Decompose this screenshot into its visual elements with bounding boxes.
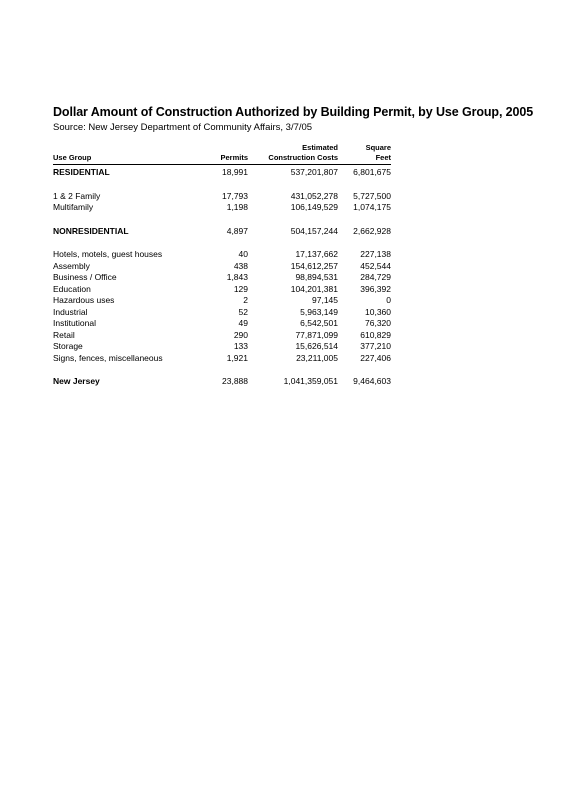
row-construction-costs: 106,149,529 — [290, 202, 338, 212]
header-top-cell: Estimated — [302, 143, 338, 152]
row-construction-costs: 537,201,807 — [290, 167, 338, 177]
row-square-feet: 10,360 — [365, 306, 391, 317]
table-row — [53, 318, 391, 330]
row-construction-costs: 15,626,514 — [295, 341, 338, 351]
table-spacer-row — [53, 179, 391, 191]
construction-table — [53, 143, 391, 388]
row-permits: 52 — [238, 306, 248, 317]
spacer-cell — [53, 364, 391, 376]
row-construction-costs: 1,041,359,051 — [283, 376, 338, 386]
row-construction-costs: 97,145 — [312, 295, 338, 305]
table-row — [53, 341, 391, 353]
row-square-feet: 377,210 — [360, 341, 391, 351]
table-row — [53, 330, 391, 342]
row-label: Assembly — [53, 260, 90, 271]
row-permits: 1,921 — [226, 352, 248, 363]
row-label: Education — [53, 283, 91, 294]
row-square-feet: 452,544 — [360, 260, 391, 271]
row-square-feet: 227,138 — [360, 249, 391, 259]
table-body — [53, 165, 391, 388]
row-square-feet: 5,727,500 — [353, 190, 391, 201]
document-title: Dollar Amount of Construction Authorized by Building Permit, by Use Group, 2005 — [53, 105, 534, 119]
row-permits: 290 — [233, 329, 248, 340]
row-label: Signs, fences, miscellaneous — [53, 352, 163, 363]
spacer-cell — [53, 214, 391, 226]
header-top-cell — [193, 143, 248, 153]
row-square-feet: 1,074,175 — [353, 202, 391, 212]
row-label: NONRESIDENTIAL — [53, 225, 129, 236]
row-permits: 40 — [238, 249, 248, 259]
row-label: Institutional — [53, 318, 96, 328]
table-row — [53, 261, 391, 273]
row-permits: 18,991 — [222, 167, 248, 177]
row-square-feet: 2,662,928 — [353, 225, 391, 236]
table-row — [53, 202, 391, 214]
row-square-feet: 396,392 — [360, 283, 391, 294]
row-label: Hotels, motels, guest houses — [53, 249, 163, 259]
row-permits: 49 — [238, 318, 248, 328]
row-permits: 4,897 — [226, 225, 248, 236]
row-construction-costs: 23,211,005 — [296, 352, 338, 363]
row-square-feet: 610,829 — [360, 329, 391, 340]
header-top-cell: Square — [365, 143, 391, 152]
column-header-square-feet: Feet — [338, 153, 391, 165]
row-label: 1 & 2 Family — [53, 190, 101, 201]
document-source: Source: New Jersey Department of Community Affairs, 3/7/05 — [53, 122, 313, 133]
row-square-feet: 0 — [386, 295, 391, 305]
header-top-cell — [53, 143, 193, 153]
row-construction-costs: 6,542,501 — [300, 318, 338, 328]
row-permits: 17,793 — [222, 190, 248, 201]
row-label: Multifamily — [53, 202, 94, 212]
table-spacer-row — [53, 237, 391, 249]
table-row — [53, 295, 391, 307]
row-construction-costs: 98,894,531 — [295, 272, 338, 282]
row-permits: 133 — [233, 341, 248, 351]
row-construction-costs: 504,157,244 — [290, 225, 338, 236]
table-row — [53, 191, 391, 203]
row-label: New Jersey — [53, 376, 100, 386]
row-label: Hazardous uses — [53, 295, 115, 305]
table-header-top-row — [53, 143, 391, 153]
row-permits: 2 — [243, 295, 248, 305]
row-permits: 1,198 — [226, 202, 248, 212]
column-header-permits: Permits — [193, 153, 248, 165]
row-label: Business / Office — [53, 272, 117, 282]
row-label: Storage — [53, 341, 83, 351]
table-row — [53, 272, 391, 284]
row-construction-costs: 154,612,257 — [290, 260, 338, 271]
spacer-cell — [53, 237, 391, 249]
spacer-cell — [53, 179, 391, 191]
table-header-row — [53, 153, 391, 165]
row-construction-costs: 431,052,278 — [290, 190, 338, 201]
table-group-row — [53, 226, 391, 238]
row-construction-costs: 5,963,149 — [300, 306, 338, 317]
row-construction-costs: 77,871,099 — [295, 329, 338, 340]
table-total-row — [53, 376, 391, 388]
table-spacer-row — [53, 364, 391, 376]
table-row — [53, 284, 391, 296]
row-square-feet: 227,406 — [360, 352, 391, 363]
table-group-row — [53, 165, 391, 179]
row-label: Industrial — [53, 306, 88, 317]
row-permits: 129 — [233, 283, 248, 294]
table-spacer-row — [53, 214, 391, 226]
row-label: Retail — [53, 329, 75, 340]
row-square-feet: 284,729 — [360, 272, 391, 282]
row-construction-costs: 104,201,381 — [290, 283, 338, 294]
row-label: RESIDENTIAL — [53, 167, 110, 177]
table-row — [53, 353, 391, 365]
row-construction-costs: 17,137,662 — [295, 249, 338, 259]
row-square-feet: 6,801,675 — [353, 167, 391, 177]
column-header-construction-costs: Construction Costs — [248, 153, 338, 165]
table-row — [53, 307, 391, 319]
table-row — [53, 249, 391, 261]
row-square-feet: 9,464,603 — [353, 376, 391, 386]
row-permits: 438 — [233, 260, 248, 271]
row-permits: 1,843 — [226, 272, 248, 282]
row-permits: 23,888 — [222, 376, 248, 386]
column-header-use-group: Use Group — [53, 153, 193, 165]
row-square-feet: 76,320 — [365, 318, 391, 328]
